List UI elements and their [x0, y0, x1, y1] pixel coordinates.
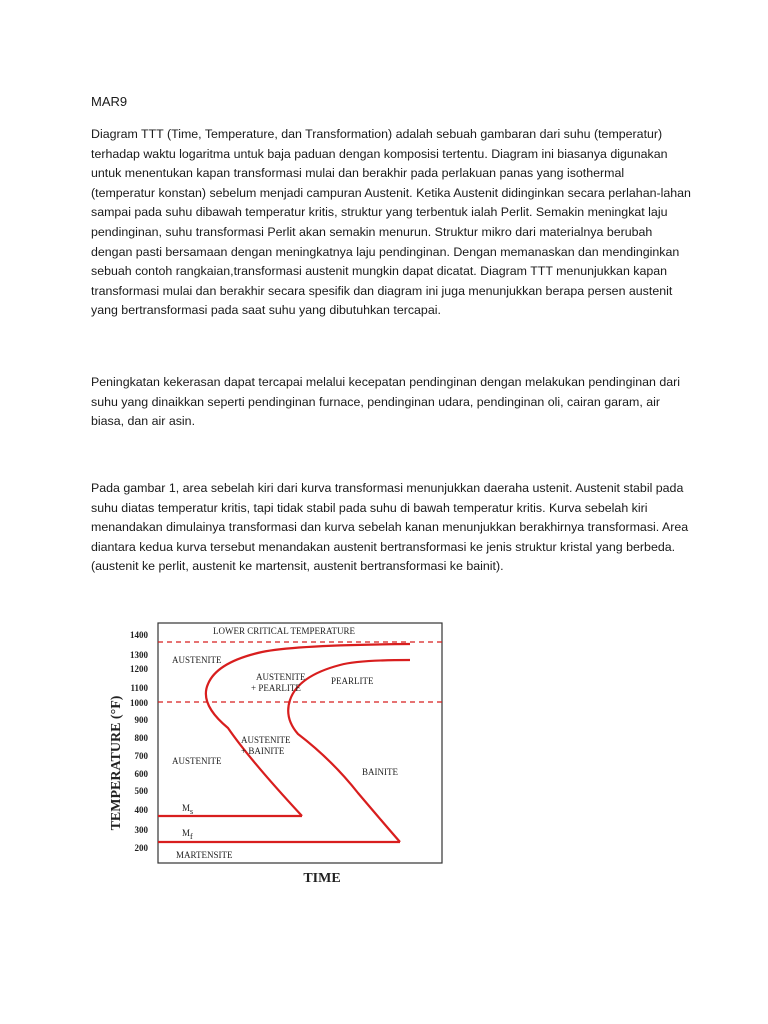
y-tick: 300 — [134, 825, 148, 835]
y-tick: 900 — [134, 715, 148, 725]
pearlite-label: PEARLITE — [331, 676, 374, 686]
martensite-label: MARTENSITE — [176, 850, 233, 860]
transformation-end-curve — [288, 660, 410, 842]
y-tick: 1000 — [130, 698, 148, 708]
lower-critical-label: LOWER CRITICAL TEMPERATURE — [213, 626, 355, 636]
mf-label: Mf — [182, 828, 193, 841]
y-tick: 1200 — [130, 664, 148, 674]
y-tick: 200 — [134, 843, 148, 853]
austenite-bainite-label: + BAINITE — [241, 746, 285, 756]
y-tick: 600 — [134, 769, 148, 779]
paragraph-figure-explanation: Pada gambar 1, area sebelah kiri dari kurva transformasi menunjukkan daeraha ustenit. Austenit stabil pada suhu diatas temperatur kritis, tapi tidak stabil pada suhu di bawah temperatur kritis. Kurva sebelah kiri menandakan dimulainya transformasi dan kurva sebelah kanan menunjukkan berakhirnya transformasi. Area diantara kedua kurva tersebut menandakan austenit bertransformasi ke jenis struktur kristal yang berbeda.(austenit ke perlit, austenit ke martensit, austenit bertransformasi ke bainit). — [91, 481, 689, 574]
austenite-left-label: AUSTENITE — [172, 756, 222, 766]
bainite-label: BAINITE — [362, 767, 398, 777]
y-tick: 400 — [134, 805, 148, 815]
y-tick: 500 — [134, 786, 148, 796]
y-tick: 700 — [134, 751, 148, 761]
y-tick: 1400 — [130, 630, 148, 640]
y-axis-title: TEMPERATURE (°F) — [109, 695, 124, 831]
austenite-top-label: AUSTENITE — [172, 655, 222, 665]
austenite-bainite-label: AUSTENITE — [241, 735, 291, 745]
y-tick: 1300 — [130, 650, 148, 660]
y-tick: 800 — [134, 733, 148, 743]
paragraph-hardness: Peningkatan kekerasan dapat tercapai melalui kecepatan pendinginan dengan melakukan pendinginan dari suhu yang dinaikkan seperti pendinginan furnace, pendinginan udara, pendinginan oli, cairan garam, air biasa, dan air asin. — [91, 375, 680, 429]
x-axis-title: TIME — [303, 871, 341, 886]
ttt-diagram — [100, 618, 450, 890]
paragraph-ttt-definition: Diagram TTT (Time, Temperature, dan Transformation) adalah sebuah gambaran dari suhu (temperatur) terhadap waktu logaritma untuk baja paduan dengan komposisi tertentu. Diagram ini biasanya digunakan untuk menentukan kapan transformasi mulai dan berakhir pada perlakuan panas yang isothermal (temperatur konstan) sebelum menjadi campuran Austenit. Ketika Austenit didinginkan secara perlahan-lahan sampai pada suhu dibawah temperatur kritis, struktur yang terbentuk ialah Perlit. Semakin meningkat laju pendinginan, suhu transformasi Perlit akan semakin menurun. Struktur mikro dari materialnya berubah dengan pasti bersamaan dengan meningkatnya laju pendinginan. Dengan memanaskan dan mendinginkan sebuah contoh rangkaian,transformasi austenit mungkin dapat dicatat. Diagram TTT menunjukkan kapan transformasi mulai dan berakhir secara spesifik dan diagram ini juga menunjukkan berapa persen austenit yang bertransformasi pada saat suhu yang dibutuhkan tercapai. — [91, 127, 691, 318]
austenite-pearlite-label: AUSTENITE — [256, 672, 306, 682]
page-heading: MAR9 — [91, 94, 128, 109]
austenite-pearlite-label: + PEARLITE — [251, 683, 301, 693]
ms-label: Ms — [182, 803, 194, 816]
y-tick: 1100 — [130, 683, 148, 693]
transformation-start-curve — [206, 644, 410, 816]
